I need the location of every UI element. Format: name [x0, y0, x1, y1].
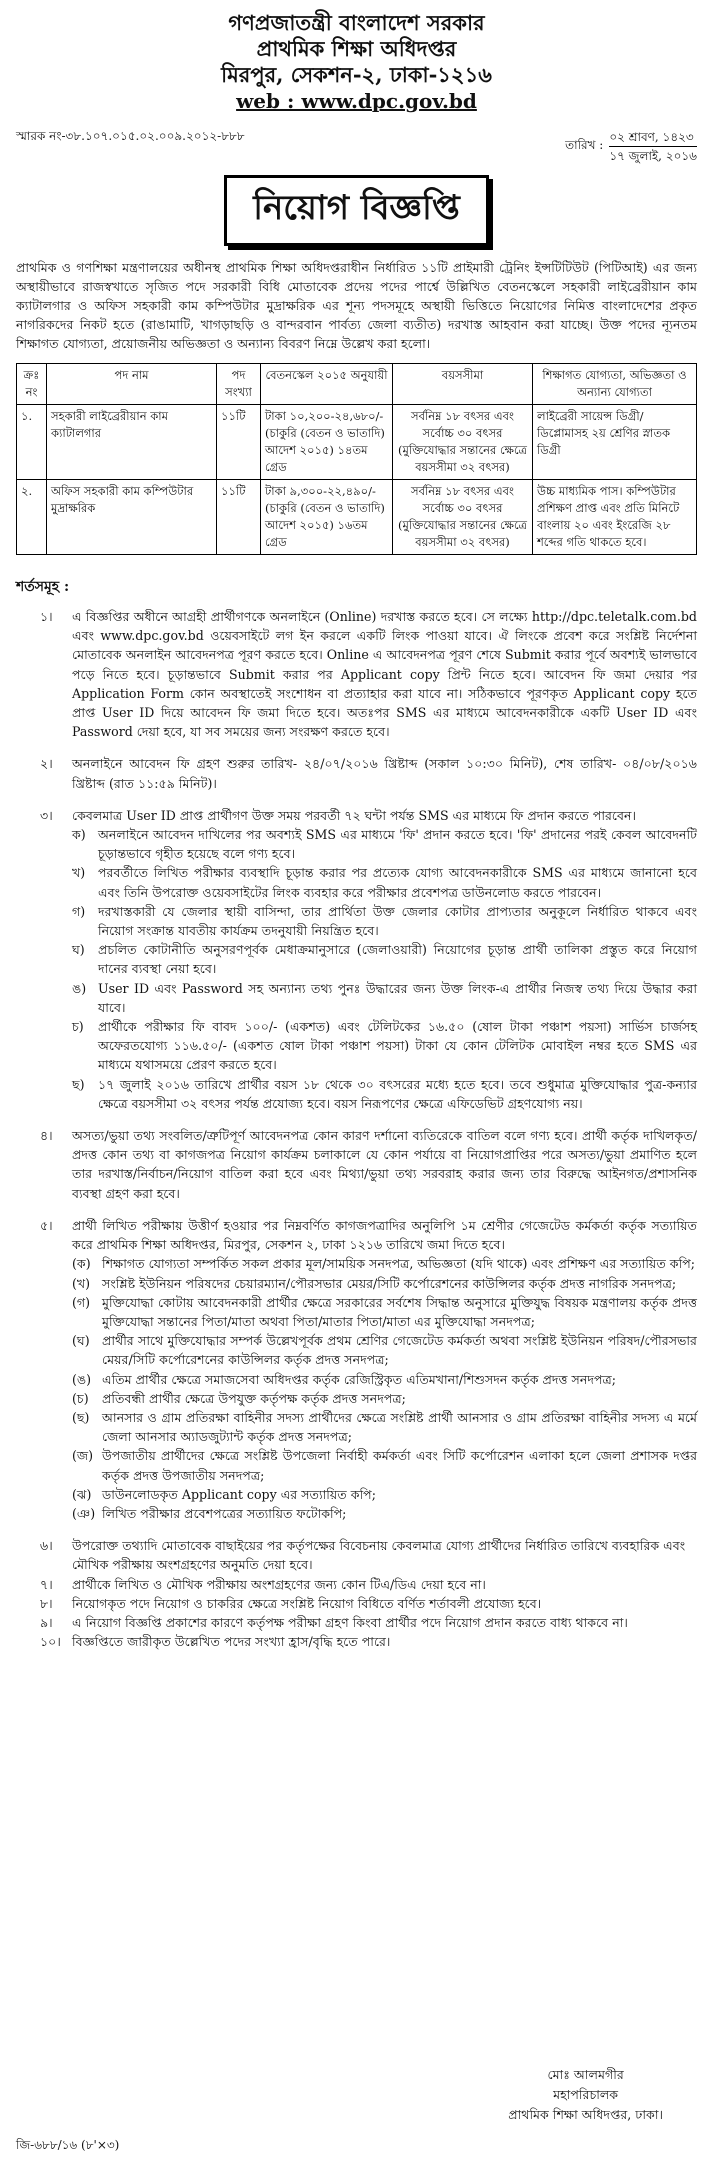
sub-item-text: এতিম প্রার্থীর ক্ষেত্রে সমাজসেবা অধিদপ্তর কর্তৃক রেজিস্ট্রিকৃত এতিমখানা/শিশুসদন কর্তৃক প্রদত্ত সনদপত্র; — [102, 1371, 617, 1387]
term-number: ৪। — [40, 1128, 53, 1144]
sub-item — [72, 863, 697, 901]
department-name: প্রাথমিক শিক্ষা অধিদপ্তর — [256, 36, 457, 61]
term-intro: প্রার্থী লিখিত পরীক্ষায় উত্তীর্ণ হওয়ার পর নিম্নবর্ণিত কাগজপত্রাদির অনুলিপি ১ম শ্রেণীর গেজেটেড কর্মকর্তা কর্তৃক সত্যায়িত করে প্রাথমিক শিক্ষা অধিদপ্তর, মিরপুর, সেকশন ২, ঢাকা ১২১৬ তারিখে জমা দিতে হবে। — [72, 1217, 697, 1253]
signature-block — [508, 2065, 663, 2125]
sub-item-label: (ঝ) — [72, 1486, 92, 1502]
term-number: ১। — [40, 609, 53, 624]
term-text: এ নিয়োগ বিজ্ঞপ্তি প্রকাশের কারণে কর্তৃপক্ষ পরীক্ষা গ্রহণ কিংবা প্রার্থীর পদে নিয়োগ প্রদান করতে বাধ্য থাকবে না। — [72, 1614, 628, 1630]
sub-item-text: লিখিত পরীক্ষার প্রবেশপত্রের সত্যায়িত ফটোকপি; — [102, 1505, 347, 1521]
cell-age-limit: সর্বনিম্ন ১৮ বৎসর এবং সর্বোচ্চ ৩০ বৎসর (মুক্তিযোদ্ধার সন্তানের ক্ষেত্রে বয়সসীমা ৩২ বৎসর) — [393, 405, 533, 480]
sub-item — [72, 1293, 697, 1331]
cell-qualification: উচ্চ মাধ্যমিক পাস। কম্পিউটার প্রশিক্ষণ প্রাপ্ত এবং প্রতি মিনিটে বাংলায় ২০ এবং ইংরেজি ২৮ শব্দের গতি থাকতে হবে। — [533, 480, 697, 555]
cell-count: ১১টি — [217, 405, 261, 480]
sub-item-text: প্রার্থীকে পরীক্ষার ফি বাবদ ১০০/- (একশত) এবং টেলিটকের ১৬.৫০ (ষোল টাকা পঞ্চাশ পয়সা) সার্ভিস চার্জসহ অফেরতযোগ্য ১১৬.৫০/- (একশত ষোল টাকা পঞ্চাশ পয়সা) টাকা যে কোন টেলিটক মোবাইল নম্বর হতে SMS এর মাধ্যমে যথাসময়ে প্রেরণ করতে হবে। — [98, 1019, 697, 1073]
sub-item-label: ঘ) — [72, 942, 85, 958]
cell-qualification: লাইব্রেরী সায়েন্স ডিগ্রী/ ডিপ্লোমাসহ ২য় শ্রেণির স্নাতক ডিগ্রী — [533, 405, 697, 480]
cell-pay-scale: টাকা ১০,২০০-২৪,৬৮০/- (চাকুরি (বেতন ও ভাতাদি) আদেশ ২০১৫) ১৪তম গ্রেড — [261, 405, 393, 480]
term-number: ১০। — [40, 1634, 61, 1650]
sub-item-text: প্রচলিত কোটানীতি অনুসরণপূর্বক মেধাক্রমানুসারে (জেলাওয়ারী) নিয়োগের চূড়ান্ত প্রার্থী তালিকা প্রস্তুত করে নিয়োগ দানের ব্যবস্থা নেয়া হবে। — [98, 942, 697, 977]
sub-item — [72, 1485, 697, 1504]
header-qualification: শিক্ষাগত যোগ্যতা, অভিজ্ঞতা ও অন্যান্য যোগ্যতা — [533, 364, 697, 405]
sub-item — [72, 825, 697, 863]
date-bangla: ০২ শ্রাবণ, ১৪২৩ — [609, 128, 697, 147]
terms-heading: শর্তসমূহ : — [16, 579, 70, 595]
letterhead — [16, 10, 697, 114]
table-row — [17, 405, 697, 480]
sub-item — [72, 1446, 697, 1484]
cell-pay-scale: টাকা ৯,৩০০-২২,৪৯০/- (চাকুরি (বেতন ও ভাতাদি) আদেশ ২০১৫) ১৬তম গ্রেড — [261, 480, 393, 555]
memo-date — [565, 128, 697, 165]
sub-item-label: ছ) — [72, 1076, 85, 1092]
header-pay-scale: বেতনস্কেল ২০১৫ অনুযায়ী — [261, 364, 393, 405]
date-english: ১৭ জুলাই, ২০১৬ — [609, 149, 697, 163]
office-address: মিরপুর, সেকশন-২, ঢাকা-১২১৬ — [221, 62, 492, 87]
govt-name: গণপ্রজাতন্ত্রী বাংলাদেশ সরকার — [228, 10, 485, 35]
term-number: ৯। — [40, 1614, 53, 1630]
table-row — [17, 480, 697, 555]
sub-item — [72, 1389, 697, 1408]
term-number: ৫। — [40, 1217, 53, 1233]
header-count: পদ সংখ্যা — [217, 364, 261, 405]
sub-item-label: (ছ) — [72, 1409, 90, 1425]
cell-post: সহকারী লাইব্রেরীয়ান কাম ক্যাটালগার — [47, 405, 217, 480]
term-text: প্রার্থীকে লিখিত ও মৌখিক পরীক্ষায় অংশগ্রহণের জন্য কোন টিএ/ডিএ দেয়া হবে না। — [72, 1576, 486, 1592]
sub-item-label: (খ) — [72, 1275, 91, 1291]
sub-item-label: (গ) — [72, 1294, 91, 1310]
sub-item-text: শিক্ষাগত যোগ্যতা সম্পর্কিত সকল প্রকার মূল/সাময়িক সনদপত্র, অভিজ্ঞতা (যদি থাকে) এবং প্রশিক্ষণ এর সত্যায়িত কপি; — [102, 1256, 695, 1272]
publication-code: জি-৬৮৮/১৬ (৮'×৩) — [16, 2138, 120, 2152]
term-text: অসত্য/ভুয়া তথ্য সংবলিত/ত্রুটিপূর্ণ আবেদনপত্র কোন কারণ দর্শানো ব্যতিরেকে বাতিল বলে গণ্য হবে। প্রার্থী কর্তৃক দাখিলকৃত/প্রদত্ত কোন তথ্য বা কাগজপত্র নিয়োগ কার্যক্রম চলাকালে যে কোন পর্যায়ে বা নিয়োগপ্রাপ্তির পরে অসত্য/ভুয়া প্রমাণিত হলে তার দরখাস্ত/নির্বাচন/নিয়োগ বাতিল করা হবে এবং মিথ্যা/ভুয়া তথ্য সরবরাহ করার জন্য তার বিরুদ্ধে আইনগত/প্রশাসনিক ব্যবস্থা গ্রহণ করা হবে। — [72, 1128, 697, 1201]
sub-item-label: (জ) — [72, 1448, 94, 1464]
term-7 — [16, 1575, 697, 1594]
term-text: বিজ্ঞপ্তিতে জারীকৃত উল্লেখিত পদের সংখ্যা হ্রাস/বৃদ্ধি হতে পারে। — [72, 1634, 391, 1650]
sub-item — [72, 979, 697, 1017]
intro-paragraph: প্রাথমিক ও গণশিক্ষা মন্ত্রণালয়ের অধীনস্থ প্রাথমিক শিক্ষা অধিদপ্তরাধীন নির্ধারিত ১১টি প্রাইমারী ট্রেনিং ইন্সটিটিউট (পিটিআই) এর জন্য অস্থায়ীভাবে রাজস্বখাতে সৃজিত পদে সরকারী বিধি মোতাবেক প্রদেয় পদের পার্শ্বে উল্লিখিত বেতনস্কেলে সহকারী লাইব্রেরীয়ান কাম ক্যাটালগার ও অফিস সহকারী কাম কম্পিউটার মুদ্রাক্ষরিক এর শূন্য পদসমূহে অস্থায়ী ভিত্তিতে নিয়োগের নিমিত্ত বাংলাদেশের প্রকৃত নাগরিকদের নিকট হতে (রাঙামাটি, খাগড়াছড়ি ও বান্দরবান পার্বত্য জেলা ব্যতীত) দরখাস্ত আহবান করা যাচ্ছে। উক্ত পদের ন্যূনতম শিক্ষাগত যোগ্যতা, প্রয়োজনীয় অভিজ্ঞতা ও অন্যান্য বিবরণ নিম্নে উল্লেখ করা হলো। — [16, 260, 697, 351]
sub-item-label: গ) — [72, 903, 86, 919]
sub-item-text: মুক্তিযোদ্ধা কোটায় আবেদনকারী প্রার্থীর ক্ষেত্রে সরকারের সর্বশেষ সিদ্ধান্ত অনুসারে মুক্তিযুদ্ধ বিষয়ক মন্ত্রণালয় কর্তৃক প্রদত্ত মুক্তিযোদ্ধা সন্তানের পিতা/মাতা অথবা পিতা/মাতার পিতা/মাতা এর মুক্তিযোদ্ধা সনদপত্র; — [102, 1294, 697, 1329]
cell-serial: ১. — [17, 405, 47, 480]
term-3 — [16, 806, 697, 1113]
sub-item-text: অনলাইনে আবেদন দাখিলের পর অবশ্যই SMS এর মাধ্যমে 'ফি' প্রদান করতে হবে। 'ফি' প্রদানের পরই কেবল আবেদনটি চূড়ান্তভাবে গৃহীত হয়েছে বলে গণ্য হবে। — [98, 827, 697, 862]
term-2 — [16, 754, 697, 792]
term-5 — [16, 1216, 697, 1523]
sub-item — [72, 1331, 697, 1369]
sub-item — [72, 1274, 697, 1293]
memo-number: স্মারক নং-৩৮.১০৭.০১৫.০২.০০৯.২০১২-৮৮৮ — [16, 129, 245, 143]
sub-item-label: (ঘ) — [72, 1333, 90, 1349]
header-age-limit: বয়সসীমা — [393, 364, 533, 405]
sub-item-label: ক) — [72, 827, 86, 843]
signatory-designation: মহাপরিচালক — [553, 2087, 619, 2102]
sub-item-label: (চ) — [72, 1390, 89, 1406]
term-4 — [16, 1126, 697, 1203]
sub-item — [72, 902, 697, 940]
sub-item-label: খ) — [72, 865, 86, 881]
sub-item-text: আনসার ও গ্রাম প্রতিরক্ষা বাহিনীর সদস্য প্রার্থীদের ক্ষেত্রে সংশ্লিষ্ট প্রার্থী আনসার ও গ্রাম প্রতিরক্ষা বাহিনীর সদস্য এ মর্মে জেলা আনসার অ্যাডজুট্যান্ট কর্তৃক প্রদত্ত সনদপত্র; — [102, 1409, 697, 1445]
term-number: ৩। — [40, 807, 53, 823]
sub-item — [72, 940, 697, 978]
signatory-office: প্রাথমিক শিক্ষা অধিদপ্তর, ঢাকা। — [508, 2107, 663, 2122]
term-number: ৭। — [40, 1576, 53, 1592]
header-post: পদ নাম — [47, 364, 217, 405]
sub-item-text: দরখাস্তকারী যে জেলার স্থায়ী বাসিন্দা, তার প্রার্থিতা উক্ত জেলার কোটার প্রাপ্যতার অনুকূলে নির্ধারিত থাকবে এবং নিয়োগ সংক্রান্ত যাবতীয় কার্যক্রম তদনুযায়ী নিয়ন্ত্রিত হবে। — [98, 903, 697, 939]
sub-item — [72, 1504, 697, 1523]
term-9 — [16, 1613, 697, 1632]
sub-item-text: ১৭ জুলাই ২০১৬ তারিখে প্রার্থীর বয়স ১৮ থেকে ৩০ বৎসরের মধ্যে হতে হবে। তবে শুধুমাত্র মুক্তিযোদ্ধার পুত্র-কন্যার ক্ষেত্রে বয়সসীমা ৩২ বৎসর পর্যন্ত প্রযোজ্য হবে। বয়স নিরূপণের ক্ষেত্রে এফিডেভিট গ্রহণযোগ্য নয়। — [98, 1076, 697, 1111]
notice-title: নিয়োগ বিজ্ঞপ্তি — [224, 175, 489, 246]
sub-item-text: প্রার্থীর সাথে মুক্তিযোদ্ধার সম্পর্ক উল্লেখপূর্বক প্রথম শ্রেণির গেজেটেড কর্মকর্তা অথবা সংশ্লিষ্ট ইউনিয়ন পরিষদ/পৌরসভার মেয়র/সিটি কর্পোরেশনের কাউন্সিলর কর্তৃক প্রদত্ত সনদপত্র; — [102, 1333, 697, 1368]
term-text: এ বিজ্ঞপ্তির অধীনে আগ্রহী প্রার্থীগণকে অনলাইনে (Online) দরখাস্ত করতে হবে। সে লক্ষ্যে http://dpc.teletalk.com.bd এবং www.dpc.gov.bd ওয়েবসাইটে লগ ইন করলে একটি লিংক পাওয়া যাবে। ঐ লিংকে প্রবেশ করে সংশ্লিষ্ট নির্দেশনা মোতাবেক অনলাইন আবেদনপত্র পূরণ করতে হবে। Online এ আবেদনপত্র পূরণ শেষে Submit করার পূর্বে অবশ্যই ভালভাবে পড়ে নিতে হবে। চূড়ান্তভাবে Submit করার পর Applicant copy প্রিন্ট নিতে হবে। আবেদন ফি জমা দেয়ার পর Application Form কোন অবস্থাতেই সংশোধন বা প্রত্যাহার করা যাবে না। সঠিকভাবে পূরণকৃত Applicant copy হতে প্রাপ্ত User ID দিয়ে আবেদন ফি জমা দিতে হবে। অতঃপর SMS এর মাধ্যমে আবেদনকারীকে একটি User ID এবং Password দেয়া হবে, যা সব সময়ের জন্য সংরক্ষণ করতে হবে। — [72, 609, 697, 740]
signatory-name: মোঃ আলমগীর — [547, 2067, 624, 2082]
sub-item-label: ঙ) — [72, 980, 87, 996]
sub-item — [72, 1017, 697, 1075]
term-number: ২। — [40, 756, 53, 772]
term-1 — [16, 607, 697, 741]
sub-item-text: প্রতিবন্ধী প্রার্থীর ক্ষেত্রে উপযুক্ত কর্তৃপক্ষ কর্তৃক প্রদত্ত সনদপত্র; — [102, 1390, 406, 1406]
website-link[interactable]: web : www.dpc.gov.bd — [236, 89, 477, 113]
term-10 — [16, 1632, 697, 1651]
memo-row — [16, 128, 697, 165]
sub-item — [72, 1075, 697, 1113]
sub-item — [72, 1254, 697, 1273]
sub-item-text: ডাউনলোডকৃত Applicant copy এর সত্যায়িত কপি; — [102, 1486, 376, 1502]
cell-count: ১১টি — [217, 480, 261, 555]
sub-item-label: চ) — [72, 1019, 84, 1035]
sub-item-text: সংশ্লিষ্ট ইউনিয়ন পরিষদের চেয়ারম্যান/পৌরসভার মেয়র/সিটি কর্পোরেশনের কাউন্সিলর কর্তৃক প্রদত্ত নাগরিক সনদপত্র; — [102, 1275, 677, 1291]
term-number: ৮। — [40, 1595, 53, 1611]
sub-item-text: উপজাতীয় প্রার্থীদের ক্ষেত্রে সংশ্লিষ্ট উপজেলা নির্বাহী কর্মকর্তা এবং সিটি কর্পোরেশন এলাকা হলে জেলা প্রশাসক দপ্তর কর্তৃক প্রদত্ত উপজাতীয় সনদপত্র; — [102, 1448, 697, 1483]
date-label: তারিখ : — [565, 137, 604, 152]
term-8 — [16, 1594, 697, 1613]
sub-item-text: User ID এবং Password সহ অন্যান্য তথ্য পুনঃ উদ্ধারের জন্য উক্ত লিংক-এ প্রার্থীর নিজস্ব তথ্য দিয়ে উদ্ধার করা যাবে। — [98, 980, 697, 1015]
term-text: অনলাইনে আবেদন ফি গ্রহণ শুরুর তারিখ- ২৪/০৭/২০১৬ খ্রিষ্টাব্দ (সকাল ১০:৩০ মিনিট), শেষ তারিখ- ০৪/০৮/২০১৬ খ্রিষ্টাব্দ (রাত ১১:৫৯ মিনিট)। — [72, 756, 697, 791]
sub-item — [72, 1370, 697, 1389]
cell-post: অফিস সহকারী কাম কম্পিউটার মুদ্রাক্ষরিক — [47, 480, 217, 555]
header-serial: ক্রঃ নং — [17, 364, 47, 405]
sub-item-label: (ঙ) — [72, 1371, 92, 1387]
term-intro: কেবলমাত্র User ID প্রাপ্ত প্রার্থীগণ উক্ত সময় পরবর্তী ৭২ ঘন্টা পর্যন্ত SMS এর মাধ্যমে ফি প্রদান করতে পারবেন। — [72, 807, 637, 823]
cell-age-limit: সর্বনিম্ন ১৮ বৎসর এবং সর্বোচ্চ ৩০ বৎসর (মুক্তিযোদ্ধার সন্তানের ক্ষেত্রে বয়সসীমা ৩২ বৎসর) — [393, 480, 533, 555]
sub-item-text: পরবর্তীতে লিখিত পরীক্ষার ব্যবস্থাদি চূড়ান্ত করার পর প্রত্যেক যোগ্য আবেদনকারীকে SMS এর মাধ্যমে জানানো হবে এবং তিনি উপরোক্ত ওয়েবসাইটের লিংক ব্যবহার করে পরীক্ষার প্রবেশপত্র ডাউনলোড করতে পারবেন। — [98, 865, 697, 900]
term-6 — [16, 1536, 697, 1574]
sub-item-label: (ঞ) — [72, 1505, 96, 1521]
sub-item-label: (ক) — [72, 1256, 91, 1272]
term-number: ৬। — [40, 1538, 53, 1554]
term-text: নিয়োগকৃত পদে নিয়োগ ও চাকরির ক্ষেত্রে সংশ্লিষ্ট নিয়োগ বিধিতে বর্ণিত শর্তাবলী প্রযোজ্য হবে। — [72, 1595, 542, 1611]
vacancy-table — [16, 363, 697, 555]
table-header-row — [17, 364, 697, 405]
cell-serial: ২. — [17, 480, 47, 555]
term-text: উপরোক্ত তথ্যাদি মোতাবেক বাছাইয়ের পর কর্তৃপক্ষের বিবেচনায় কেবলমাত্র যোগ্য প্রার্থীদের নির্ধারিত তারিখে ব্যবহারিক এবং মৌখিক পরীক্ষায় অংশগ্রহণের অনুমতি দেয়া হবে। — [72, 1538, 686, 1573]
sub-item — [72, 1408, 697, 1446]
